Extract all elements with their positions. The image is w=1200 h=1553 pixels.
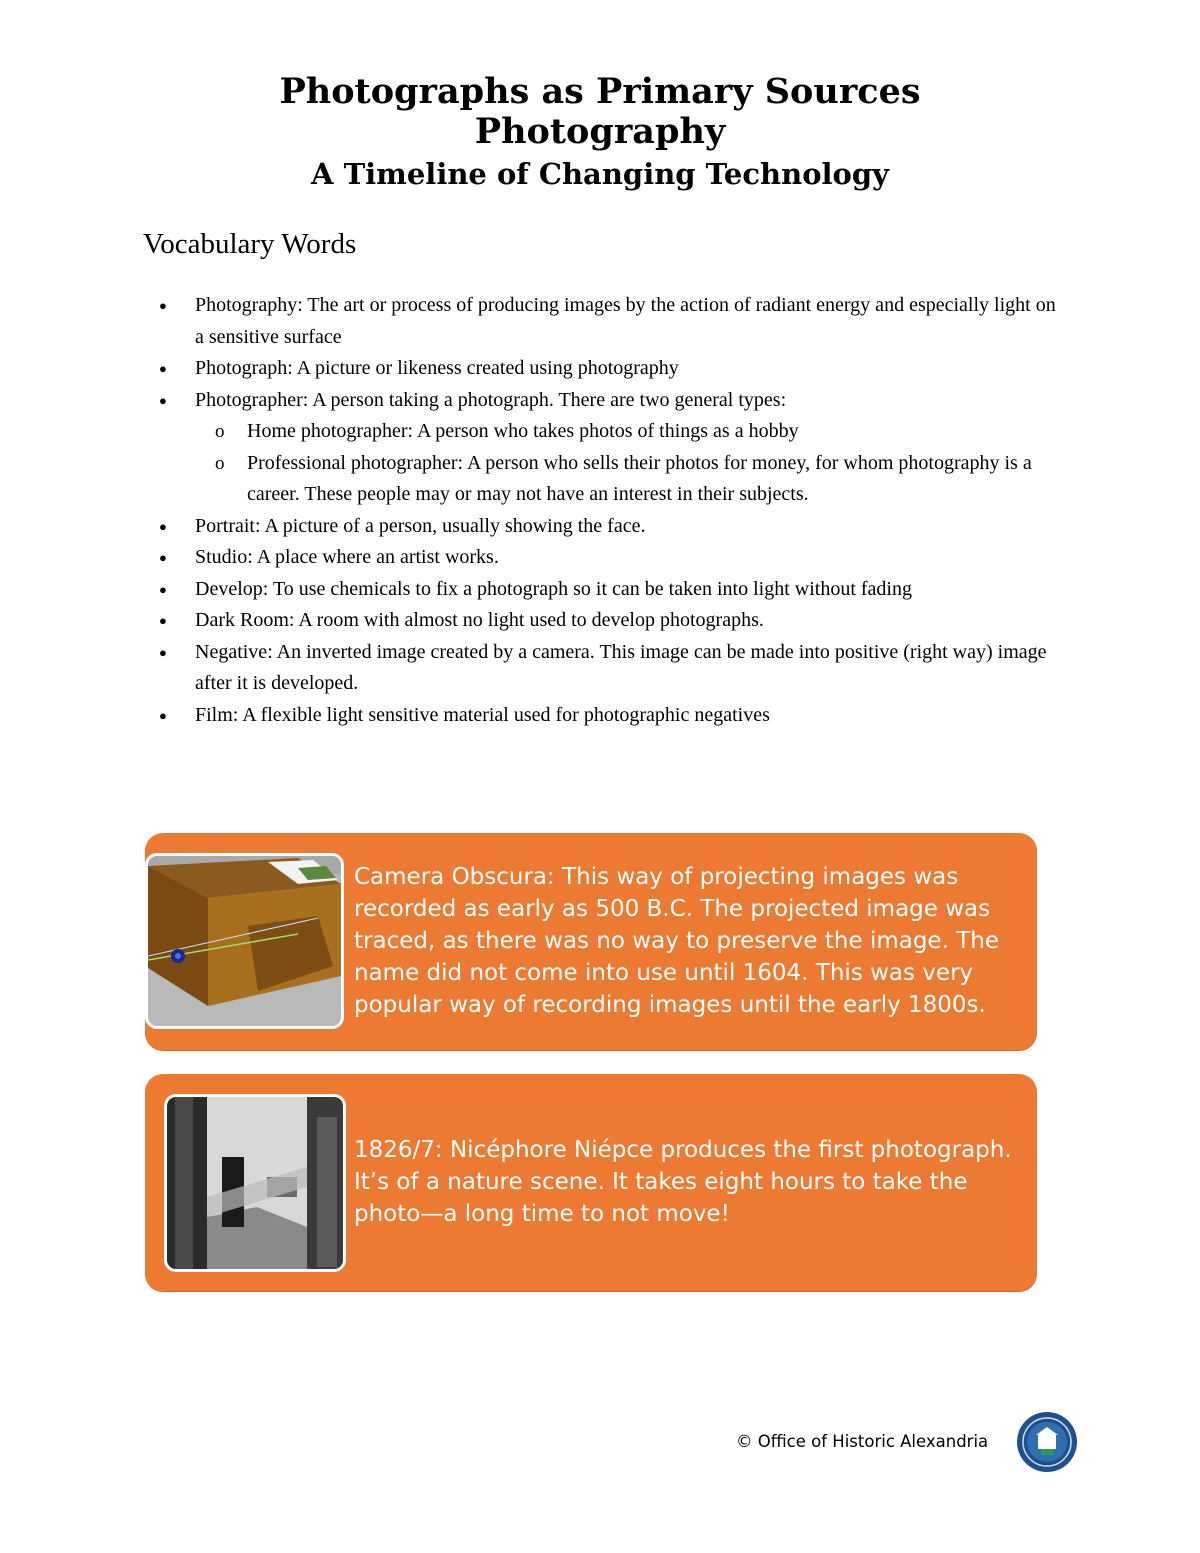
vocab-negative: Negative: An inverted image created by a camera. This image can be made into positive (right way) image after it is developed. — [195, 640, 1047, 694]
list-item — [195, 448, 1063, 511]
list-item — [143, 700, 1063, 732]
vocab-develop: Develop: To use chemicals to fix a photograph so it can be taken into light without fading — [195, 577, 912, 600]
page-subtitle: A Timeline of Changing Technology — [310, 157, 890, 191]
photographer-types-list — [195, 416, 1063, 511]
vocab-photographer: Photographer: A person taking a photograph. There are two general types: — [195, 388, 787, 411]
list-item — [143, 542, 1063, 574]
vocab-film: Film: A flexible light sensitive material used for photographic negatives — [195, 703, 770, 726]
first-photograph-text: 1826/7: Nicéphore Niépce produces the first photograph. It’s of a nature scene. It takes eight hours to take the photo—a long time to not move! — [354, 1137, 1012, 1227]
timeline-card-first-photograph — [145, 1074, 1037, 1291]
camera-obscura-image — [145, 853, 344, 1029]
page-title-line-2: Photography — [474, 111, 726, 152]
timeline-card-camera-obscura — [145, 833, 1037, 1050]
list-item — [195, 416, 1063, 448]
list-item — [143, 511, 1063, 543]
list-item — [143, 385, 1063, 511]
list-item — [143, 574, 1063, 606]
vocabulary-heading: Vocabulary Words — [143, 228, 357, 260]
vocab-professional-photographer: Professional photographer: A person who sells their photos for money, for whom photography is a career. These people may or may not have an interest in their subjects. — [247, 451, 1032, 505]
vocab-home-photographer: Home photographer: A person who takes photos of things as a hobby — [247, 420, 799, 442]
page-title: Photographs as Primary Sources — [279, 71, 921, 112]
list-item — [143, 605, 1063, 637]
vocab-dark-room: Dark Room: A room with almost no light used to develop photographs. — [195, 609, 764, 631]
title-block — [0, 72, 1200, 192]
list-item — [143, 637, 1063, 700]
vocab-photography: Photography: The art or process of producing images by the action of radiant energy and especially light on a sensitive surface — [195, 294, 1056, 348]
vocab-studio: Studio: A place where an artist works. — [195, 546, 499, 568]
camera-obscura-text: Camera Obscura: This way of projecting images was recorded as early as 500 B.C. The projected image was traced, as there was no way to preserve the image. The name did not come into use until 1604. This was very popular way of recording images until the early 1800s. — [354, 864, 999, 1018]
vocab-photograph: Photograph: A picture or likeness created using photography — [195, 357, 679, 379]
list-item — [143, 353, 1063, 385]
vocab-portrait: Portrait: A picture of a person, usually showing the face. — [195, 514, 646, 537]
copyright-text: © Office of Historic Alexandria — [736, 1432, 989, 1451]
vocabulary-list — [143, 290, 1063, 731]
list-item — [143, 290, 1063, 353]
first-photograph-image — [164, 1094, 346, 1272]
office-seal-logo — [1016, 1411, 1078, 1473]
